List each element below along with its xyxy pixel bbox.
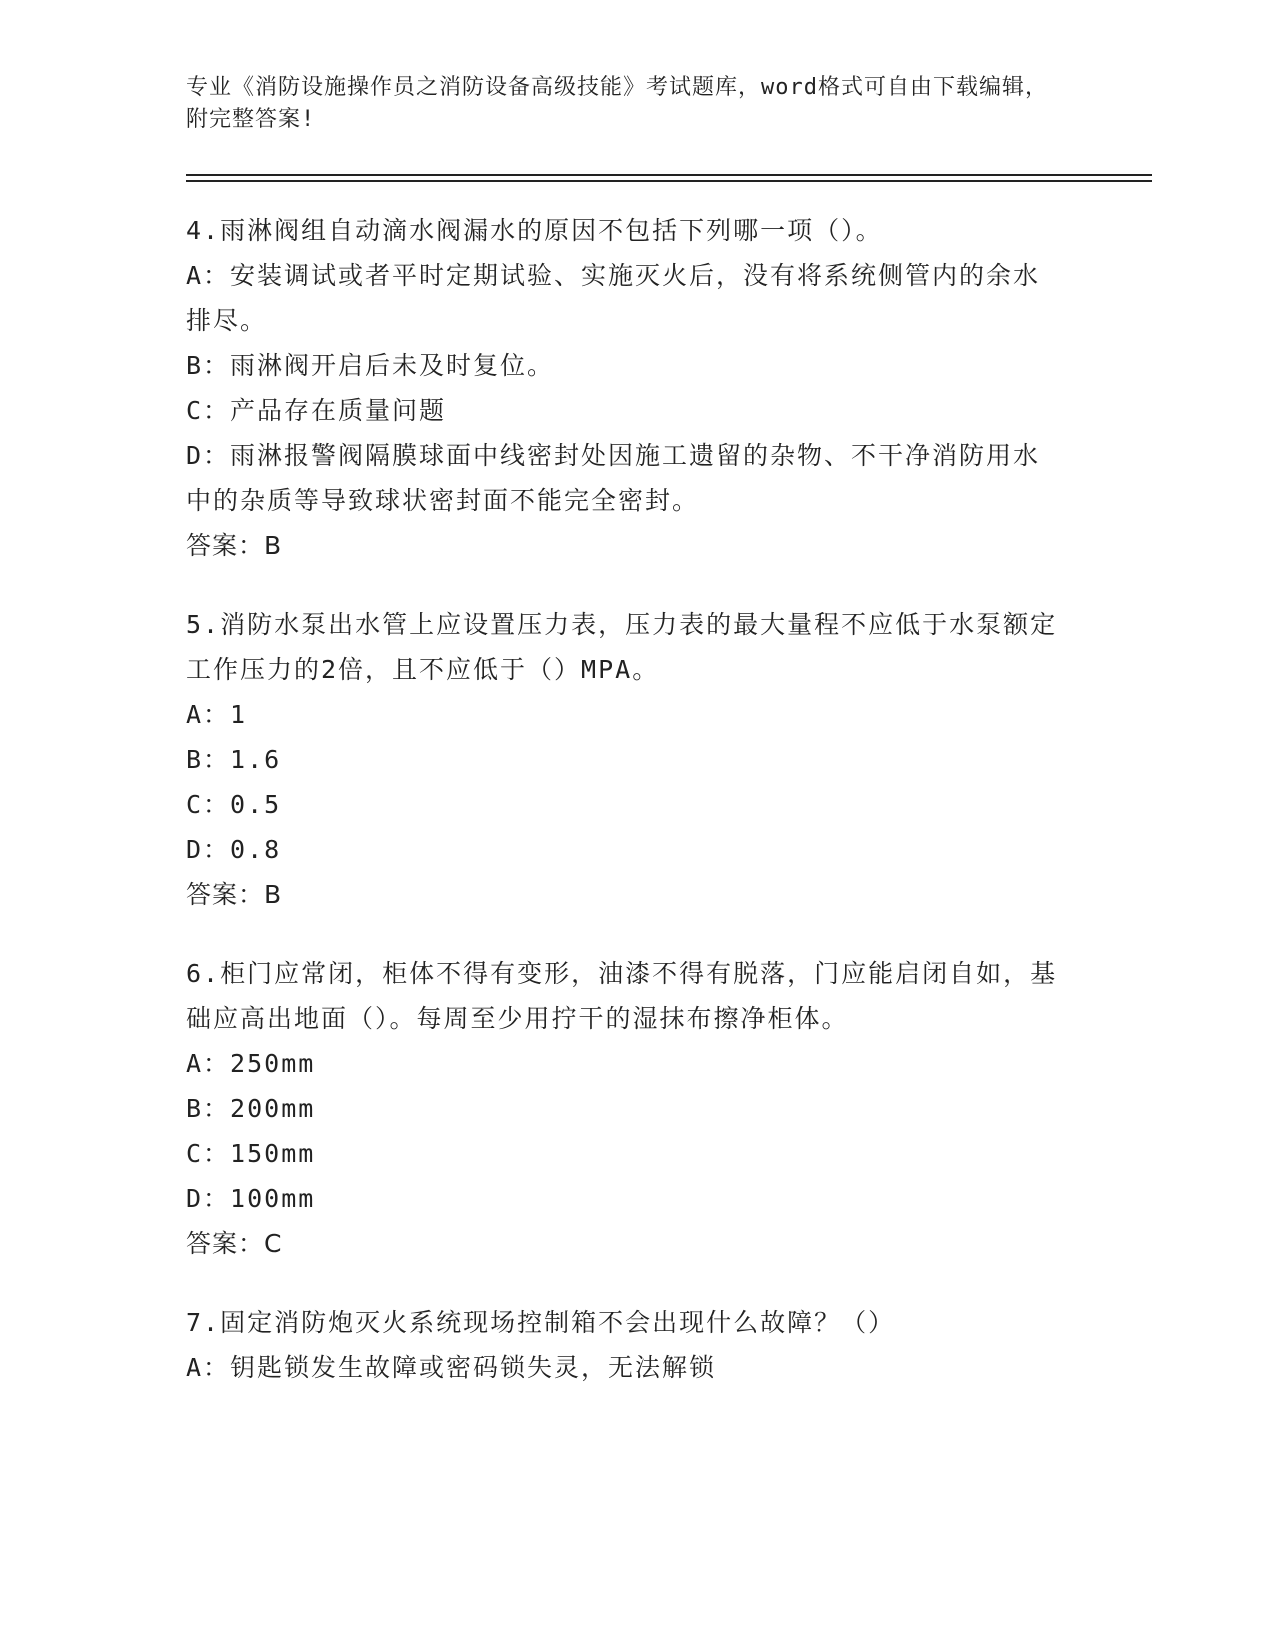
question-option: A：安装调试或者平时定期试验、实施灭火后，没有将系统侧管内的余水排尽。 <box>186 261 1041 335</box>
document-intro: 专业《消防设施操作员之消防设备高级技能》考试题库，word格式可自由下载编辑，附完整答案! <box>186 75 1048 132</box>
question-answer: 答案：B <box>186 531 283 560</box>
question-item <box>186 1300 1066 1390</box>
question-answer: 答案：C <box>186 1229 283 1258</box>
header-divider-top <box>186 174 1152 176</box>
question-option: A：1 <box>186 700 248 729</box>
question-option: B：1.6 <box>186 745 282 774</box>
question-option: A：钥匙锁发生故障或密码锁失灵，无法解锁 <box>186 1353 717 1382</box>
question-option: B：雨淋阀开启后未及时复位。 <box>186 351 555 380</box>
question-option: D：0.8 <box>186 835 282 864</box>
question-item <box>186 951 1066 1266</box>
question-option: C：0.5 <box>186 790 282 819</box>
question-option: B：200mm <box>186 1094 316 1123</box>
question-item <box>186 602 1066 917</box>
header-divider-bottom <box>186 180 1152 182</box>
question-option: D：100mm <box>186 1184 316 1213</box>
question-item <box>186 208 1066 568</box>
question-answer: 答案：B <box>186 880 283 909</box>
question-stem: 4.雨淋阀组自动滴水阀漏水的原因不包括下列哪一项（）。 <box>186 216 883 245</box>
question-option: C：150mm <box>186 1139 316 1168</box>
question-option: C：产品存在质量问题 <box>186 396 447 425</box>
question-list <box>186 208 1066 1424</box>
question-option: D：雨淋报警阀隔膜球面中线密封处因施工遗留的杂物、不干净消防用水中的杂质等导致球状密封面不能完全密封。 <box>186 441 1041 515</box>
question-stem: 6.柜门应常闭，柜体不得有变形，油漆不得有脱落，门应能启闭自如，基础应高出地面（）。每周至少用拧干的湿抹布擦净柜体。 <box>186 959 1058 1033</box>
question-stem: 5.消防水泵出水管上应设置压力表，压力表的最大量程不应低于水泵额定工作压力的2倍，且不应低于（）MPA。 <box>186 610 1058 684</box>
question-option: A：250mm <box>186 1049 316 1078</box>
question-stem: 7.固定消防炮灭火系统现场控制箱不会出现什么故障？（） <box>186 1308 896 1337</box>
